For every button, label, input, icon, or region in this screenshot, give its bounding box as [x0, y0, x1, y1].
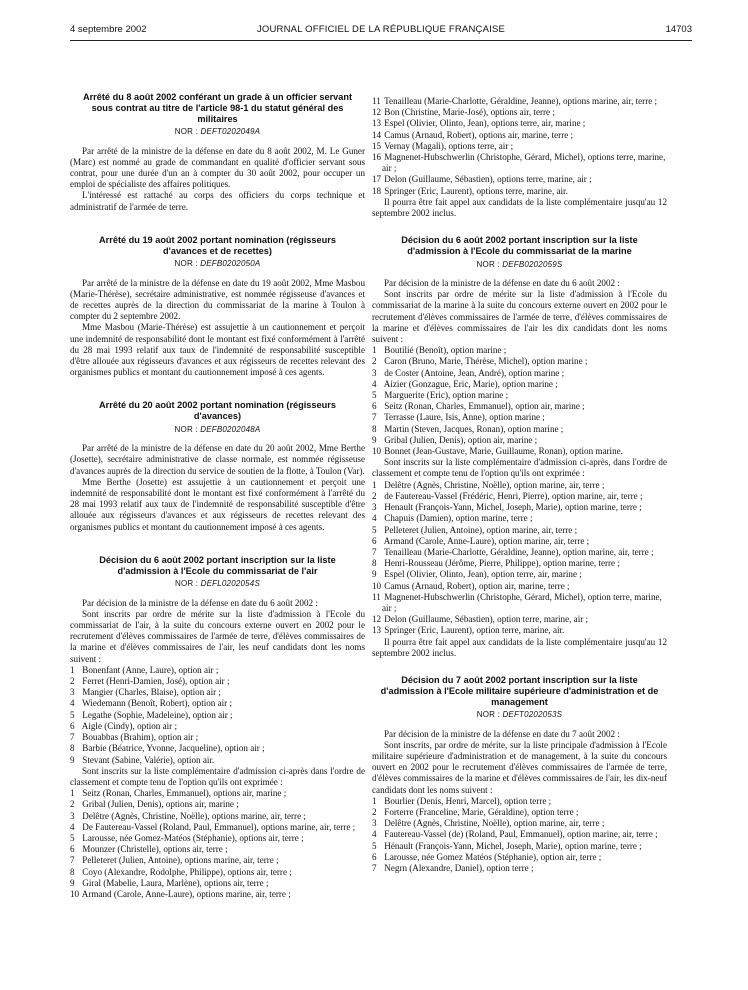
list-item-number: 6 [372, 401, 377, 412]
list-item-number: 1 [372, 479, 377, 490]
list-item-number: 2 [372, 356, 377, 367]
list-item-number: 7 [70, 732, 75, 743]
nor-code: DEFT0202049A [200, 127, 261, 137]
nor-label: NOR : [174, 425, 198, 435]
list-item [70, 867, 365, 878]
list-item-text: Martin (Steven, Jacques, Ronan), option marine ; [384, 423, 564, 434]
list-item-text: Espel (Olivier, Olinto, Jean), option terre, air, marine ; [384, 569, 582, 580]
list-item [372, 513, 667, 524]
list-item-number: 6 [70, 720, 75, 731]
paragraph: Par décision de la ministre de la défense en date du 6 août 2002 : [384, 278, 620, 289]
list-item [372, 424, 667, 435]
list-item [372, 502, 667, 513]
nor-label: NOR : [476, 710, 500, 720]
list-item [70, 698, 365, 709]
list-item [372, 558, 667, 569]
list-item [372, 130, 667, 141]
list-item-number: 3 [70, 810, 75, 821]
list-item-text: Ferret (Henri-Damien, José), option air ; [82, 676, 230, 687]
right-column [372, 96, 667, 874]
list-item-text: Springer (Eric, Laurent), options terre, marine, air. [384, 185, 568, 196]
list-item-text: Coyo (Alexandre, Rodolphe, Philippe), options air, terre ; [82, 866, 292, 877]
list-item [372, 401, 667, 412]
list-item [372, 412, 667, 423]
list-item-text: Camus (Arnaud, Robert), option air, marine, terre ; [384, 580, 570, 591]
list-item-number: 9 [70, 754, 75, 765]
section-arrete-19-aout [70, 235, 365, 379]
list-item-text: Stevant (Sabine, Valérie), option air. [82, 754, 215, 765]
list-item-text: Delon (Guillaume, Sébastien), options terre, marine, air ; [384, 174, 592, 185]
list-item-number: 7 [372, 862, 377, 873]
paragraph: Mme Berthe (Josette) est assujettie à un cautionnement et perçoit une indemnité de responsabilité dont le montant est fixé conformément à l'arrêté du 28 mai 1993 relatif aux taux de l'indemnité de responsabilité susceptible d'être allouée aux régisseurs d'avances et aux régisseurs de recettes relevant des organismes publics et montant du cautionnement imposé à ces agents. [70, 476, 365, 532]
list-item-text: Gribal (Julien, Denis), option air, marine ; [384, 434, 538, 445]
nor-reference [372, 709, 667, 720]
paragraph: Sont inscrits sur la liste complémentaire d'admission ci-après dans l'ordre de classement et compte tenu de l'option qu'ils ont exprimée : [70, 765, 365, 787]
list-item-number: 5 [70, 709, 75, 720]
list-item [372, 547, 667, 558]
list-item-text: Barbie (Béatrice, Yvonne, Jacqueline), option air ; [82, 743, 265, 754]
list-item-number: 9 [372, 569, 377, 580]
list-item-number: 1 [372, 345, 377, 356]
list-item-text: Mounzer (Christelle), options air, terre ; [82, 844, 228, 855]
list-item-text: Delêtre (Agnès, Christine, Noëlle), option marine, air, terre ; [384, 479, 605, 490]
list-item-number: 12 [372, 614, 382, 625]
list-item [372, 152, 667, 174]
list-item-number: 17 [372, 174, 382, 185]
list-item-number: 8 [372, 558, 377, 569]
list-item-number: 7 [70, 855, 75, 866]
candidate-list [372, 796, 667, 874]
list-item-number: 10 [372, 580, 382, 591]
list-item-text: Vernay (Magali), options terre, air ; [384, 140, 514, 151]
nor-code: DEFB0202059S [502, 259, 563, 269]
list-item [70, 687, 365, 698]
list-item [372, 841, 667, 852]
list-item-number: 10 [372, 446, 382, 457]
list-item-text: Aizier (Gonzague, Eric, Marie), option marine ; [383, 378, 558, 389]
section-title: Décision du 7 août 2002 portant inscription sur la liste d'admission à l'Ecole militaire supérieure d'administration et de management [380, 674, 659, 707]
list-item-number: 6 [70, 844, 75, 855]
list-item-text: Bonenfant (Anne, Laure), option air ; [82, 664, 219, 675]
list-item-number: 4 [372, 829, 377, 840]
list-item-text: Larousse, née Gomez-Matéos (Stéphanie), options air, terre ; [82, 832, 304, 843]
list-item-text: Larousse, née Gomez Matéos (Stéphanie), option air, terre ; [384, 851, 602, 862]
candidate-list-continued [372, 96, 667, 197]
list-item [372, 818, 667, 829]
nor-label: NOR : [174, 579, 199, 589]
section-title: Arrêté du 19 août 2002 portant nomination (régisseurs d'avances et de recettes) [99, 234, 336, 256]
list-item-number: 1 [70, 788, 75, 799]
list-item-text: Bourlier (Denis, Henri, Marcel), option terre ; [384, 795, 552, 806]
list-item-number: 5 [372, 840, 377, 851]
section-arrete-20-aout [70, 400, 365, 532]
list-item-text: Henault (François-Yann, Michel, Joseph, Marie), option marine, terre ; [384, 502, 642, 513]
list-item-number: 1 [372, 795, 377, 806]
list-item [372, 186, 667, 197]
list-item-text: Caron (Bruno, Marie, Thérèse, Michel), option marine ; [384, 356, 588, 367]
paragraph: Sont inscrits sur la liste complémentaire d'admission ci-après, dans l'ordre de classement et compte tenu de l'option qu'ils ont exprimée : [372, 457, 667, 479]
list-item [372, 345, 667, 356]
list-item [372, 480, 667, 491]
list-item-text: Forterre (Franceline, Marie, Géraldine), option terre ; [384, 806, 579, 817]
nor-reference [372, 259, 667, 270]
list-item [372, 446, 667, 457]
list-item [372, 525, 667, 536]
list-item-number: 14 [372, 129, 382, 140]
section-title: Décision du 6 août 2002 portant inscription sur la liste d'admission à l'Ecole du commissariat de l'air [99, 554, 336, 576]
paragraph: Par arrêté de la ministre de la défense en date du 19 août 2002, Mme Masbou (Marie-Thérèse), secrétaire administrative, est nommée régisseuse d'avances et de recettes auprès de la direction du commissariat de la marine à Toulon à compter du 2 septembre 2002. [70, 277, 365, 322]
list-item-text: Giral (Mabelie, Laura, Marlène), options air, terre ; [82, 877, 269, 888]
paragraph: Par arrêté de la ministre de la défense en date du 8 août 2002, M. Le Guner (Marc) est nommé au grade de commandant en qualité d'officier servant sous contrat, pour une durée d'un an à compter du 30 août 2002, pour occuper un emploi de spécialiste des affaires politiques. [70, 145, 365, 190]
list-item-text: Terrasse (Laure, Isis, Anne), option marine ; [384, 412, 545, 423]
nor-code: DEFT0202053S [502, 710, 563, 720]
list-item [372, 435, 667, 446]
paragraph: Sont inscrits, par ordre de mérite, sur la liste principale d'admission à l'Ecole militaire supérieure d'administration et de management, à la suite du concours ouvert en 2002 pour le recrutement d'élèves commissaires de l'armée de terre, d'élèves commissaires de la marine et d'élèves commissaires de l'air, les dix-neuf candidats dont les noms suivent : [372, 739, 667, 795]
list-item-text: Espel (Olivier, Olinto, Jean), options terre, air, marine ; [384, 118, 586, 129]
list-item [372, 118, 667, 129]
paragraph: Il pourra être fait appel aux candidats de la liste complémentaire jusqu'au 12 septembre 2002 inclus. [372, 636, 667, 658]
list-item [70, 844, 365, 855]
list-item-text: Delon (Guillaume, Sébastien), option terre, marine, air ; [384, 614, 589, 625]
list-item-number: 1 [70, 664, 75, 675]
list-item-text: Magnenet-Hubschwerlin (Christophe, Gérard, Michel), option terre, marine, air ; [382, 591, 662, 613]
list-item-number: 2 [70, 676, 75, 687]
list-item-number: 5 [70, 832, 75, 843]
list-item [372, 863, 667, 874]
list-item-number: 11 [372, 96, 381, 106]
list-item-text: Springer (Eric, Laurent), option terre, marine, air. [384, 625, 565, 636]
list-item-text: Mangier (Charles, Blaise), option air ; [82, 687, 221, 698]
list-item-number: 2 [372, 490, 377, 501]
list-item-text: Legathe (Sophie, Madeleine), option air ; [82, 709, 233, 720]
nor-code: DEFB0202050A [200, 259, 261, 269]
header-page-number: 14703 [665, 24, 692, 35]
list-item [372, 536, 667, 547]
list-item-number: 12 [372, 107, 382, 118]
list-item-number: 4 [70, 698, 75, 709]
list-item [70, 732, 365, 743]
list-item [372, 807, 667, 818]
list-item-text: Bon (Christine, Marie-José), options air, terre ; [384, 107, 555, 118]
list-item-text: Delêtre (Agnès, Christine, Noëlle), options marine, air, terre ; [82, 810, 306, 821]
list-item-text: Armand (Carole, Anne-Laure), option marine, air, terre ; [383, 535, 590, 546]
paragraph: Mme Masbou (Marie-Thérèse) est assujettie à un cautionnement et perçoit une indemnité de responsabilité dont le montant est fixé conformément à l'arrêté du 28 mai 1993 relatif aux taux de l'indemnité de responsabilité susceptible d'être allouée aux régisseurs d'avances et aux régisseurs de recettes relevant des organismes publics et montant du cautionnement imposé à ces agents. [70, 322, 365, 378]
list-item-text: Armand (Carole, Anne-Laure), options marine, air, terre ; [81, 888, 291, 899]
list-item [372, 96, 667, 107]
header-date: 4 septembre 2002 [70, 24, 147, 35]
list-item-text: Chapuis (Damien), option marine, terre ; [384, 513, 533, 524]
section-title: Arrêté du 8 août 2002 conférant un grade à un officier servant sous contrat au titre de l'article 98-1 du statut général des militaires [82, 92, 353, 124]
list-item-number: 4 [70, 821, 75, 832]
left-column [70, 92, 365, 900]
paragraph: Sont inscrits par ordre de mérite sur la liste d'admission à l'Ecole du commissariat de la marine à la suite du concours externe ouvert en 2002 pour le recrutement d'élèves commissaires de l'armée de terre, d'élèves commissaires de la marine et d'élèves commissaires de l'air les dix candidats dont les noms suivent : [372, 289, 667, 345]
list-item-number: 10 [70, 888, 80, 899]
list-item-text: Seitz (Ronan, Charles, Emmanuel), option air, marine ; [384, 401, 585, 412]
list-item-number: 3 [372, 367, 377, 378]
list-item [372, 614, 667, 625]
list-item-number: 7 [372, 546, 377, 557]
candidate-list [372, 345, 667, 457]
list-item-number: 2 [372, 806, 377, 817]
list-item-text: Gribal (Julien, Denis), options air, marine ; [82, 799, 239, 810]
list-item-text: Hénault (François-Yann, Michel, Joseph, Marie), option marine, terre ; [384, 840, 642, 851]
list-item-text: Fautereau-Vassel (de) (Roland, Paul, Emmanuel), option marine, air, terre ; [384, 829, 658, 840]
list-item [372, 581, 667, 592]
paragraph: Par arrêté de la ministre de la défense en date du 20 août 2002, Mme Berthe (Josette), secrétaire administrative de classe normale, est nommée régisseuse d'avances auprès de la direction du service de soutien de la flotte, à Toulon (Var). [70, 443, 365, 476]
nor-reference [70, 424, 365, 435]
list-item-text: Delêtre (Agnès, Christine, Noëlle), option marine, air, terre ; [384, 818, 605, 829]
list-item-number: 13 [372, 625, 382, 636]
list-item-number: 8 [70, 743, 75, 754]
list-item-text: Wiedemann (Benoît, Robert), option air ; [82, 698, 233, 709]
list-item-text: de Fautereau-Vassel (Frédéric, Henri, Pierre), option marine, air, terre ; [384, 490, 643, 501]
list-item [372, 796, 667, 807]
candidate-list [372, 480, 667, 637]
list-item-text: Boutilié (Benoît), option marine ; [384, 345, 507, 356]
section-decision-ecole-militaire [372, 675, 667, 874]
list-item-number: 4 [372, 378, 377, 389]
list-item-number: 6 [372, 535, 377, 546]
list-item [372, 174, 667, 185]
list-item-number: 8 [70, 866, 75, 877]
list-item [70, 822, 365, 833]
header-rule [70, 40, 692, 41]
list-item [372, 390, 667, 401]
nor-code: DEFL0202054S [200, 579, 260, 589]
list-item-number: 8 [372, 423, 377, 434]
list-item-text: Tenailleau (Marie-Charlotte, Géraldine, Jeanne), option marine, air, terre ; [384, 546, 654, 557]
list-item-text: Pelleteret (Julien, Antoine), option marine, air, terre ; [384, 524, 578, 535]
list-item-text: Bonnet (Jean-Gustave, Marie, Guillaume, Ronan), option marine. [384, 446, 623, 457]
paragraph: Il pourra être fait appel aux candidats de la liste complémentaire jusqu'au 12 septembre 2002 inclus. [372, 196, 667, 219]
section-title: Arrêté du 20 août 2002 portant nomination (régisseurs d'avances) [99, 400, 336, 422]
nor-reference [70, 578, 365, 589]
list-item [70, 676, 365, 687]
list-item-text: Bouabbas (Brahim), option air ; [82, 732, 199, 743]
list-item-number: 3 [372, 818, 377, 829]
list-item-text: Aigle (Cindy), option air ; [81, 720, 177, 731]
list-item-text: Magnenet-Hubschwerlin (Christophe, Gérard, Michel), options terre, marine, air ; [382, 152, 666, 174]
list-item-number: 3 [372, 502, 377, 513]
list-item [70, 889, 365, 900]
nor-label: NOR : [174, 127, 198, 137]
list-item [70, 665, 365, 676]
list-item-number: 7 [372, 412, 377, 423]
list-item [372, 852, 667, 863]
list-item [70, 710, 365, 721]
list-item-number: 16 [372, 152, 382, 163]
list-item [70, 788, 365, 799]
paragraph: Sont inscrits par ordre de mérite sur la liste d'admission à l'Ecole du commissariat de l'air, à la suite du concours externe ouvert en 2002 pour le recrutement d'élèves commissaires de l'armée de terre, d'élèves commissaires de la marine et d'élèves commissaires de l'air, les neuf candidats dont les noms suivent : [70, 608, 365, 664]
section-title: Décision du 6 août 2002 portant inscription sur la liste d'admission à l'Ecole du commissariat de la marine [401, 235, 638, 257]
candidate-list [70, 788, 365, 900]
list-item-text: de Coster (Antoine, Jean, André), option marine ; [384, 367, 565, 378]
list-item [372, 379, 667, 390]
list-item-number: 4 [372, 513, 377, 524]
list-item [70, 855, 365, 866]
list-item-number: 3 [70, 687, 75, 698]
list-item-number: 2 [70, 799, 75, 810]
list-item [70, 755, 365, 766]
list-item [70, 799, 365, 810]
paragraph: Par décision de la ministre de la défense en date du 6 août 2002 : [82, 597, 318, 608]
list-item-number: 5 [372, 524, 377, 535]
candidate-list [70, 665, 365, 766]
list-item [70, 743, 365, 754]
section-arrete-8-aout [70, 92, 365, 213]
list-item [372, 141, 667, 152]
nor-reference [70, 126, 365, 137]
list-item-text: Marguerite (Eric), option marine ; [384, 390, 509, 401]
list-item-text: Henri-Rousseau (Jérôme, Pierre, Philippe), option marine, terre ; [384, 558, 620, 569]
list-item-number: 5 [372, 390, 377, 401]
list-item [70, 878, 365, 889]
list-item-number: 18 [372, 185, 382, 196]
list-item [372, 491, 667, 502]
nor-label: NOR : [476, 259, 500, 269]
nor-code: DEFB0202048A [200, 425, 261, 435]
list-item [372, 625, 667, 636]
list-item-number: 6 [372, 851, 377, 862]
list-item [372, 592, 667, 614]
list-item-text: Pelleteret (Julien, Antoine), options marine, air, terre ; [82, 855, 279, 866]
list-item [372, 569, 667, 580]
list-item [372, 356, 667, 367]
list-item-number: 11 [372, 591, 381, 602]
list-item-text: Tenailleau (Marie-Charlotte, Géraldine, Jeanne), options marine, air, terre ; [384, 96, 658, 106]
list-item-text: Seitz (Ronan, Charles, Emmanuel), options air, marine ; [82, 788, 287, 799]
list-item [372, 368, 667, 379]
nor-label: NOR : [174, 259, 198, 269]
list-item [70, 811, 365, 822]
section-decision-commissariat-marine [372, 235, 667, 659]
nor-reference [70, 258, 365, 269]
list-item [372, 829, 667, 840]
header-journal-title: JOURNAL OFFICIEL DE LA RÉPUBLIQUE FRANÇAISE [256, 24, 506, 35]
list-item-number: 13 [372, 118, 382, 129]
list-item [70, 833, 365, 844]
section-decision-commissariat-air [70, 555, 365, 900]
paragraph: L'intéressé est rattaché au corps des officiers du corps technique et administratif de l'armée de terre. [70, 190, 365, 212]
list-item-number: 9 [70, 877, 75, 888]
list-item-number: 15 [372, 140, 382, 151]
list-item-text: Negrn (Alexandre, Daniel), option terre ; [384, 862, 534, 873]
list-item [70, 721, 365, 732]
list-item-text: De Fautereau-Vassel (Roland, Paul, Emmanuel), options marine, air, terre ; [82, 821, 356, 832]
paragraph: Par décision de la ministre de la défense en date du 7 août 2002 : [384, 728, 620, 739]
list-item [372, 107, 667, 118]
list-item-number: 9 [372, 434, 377, 445]
list-item-text: Camus (Arnaud, Robert), options air, marine, terre ; [384, 129, 574, 140]
